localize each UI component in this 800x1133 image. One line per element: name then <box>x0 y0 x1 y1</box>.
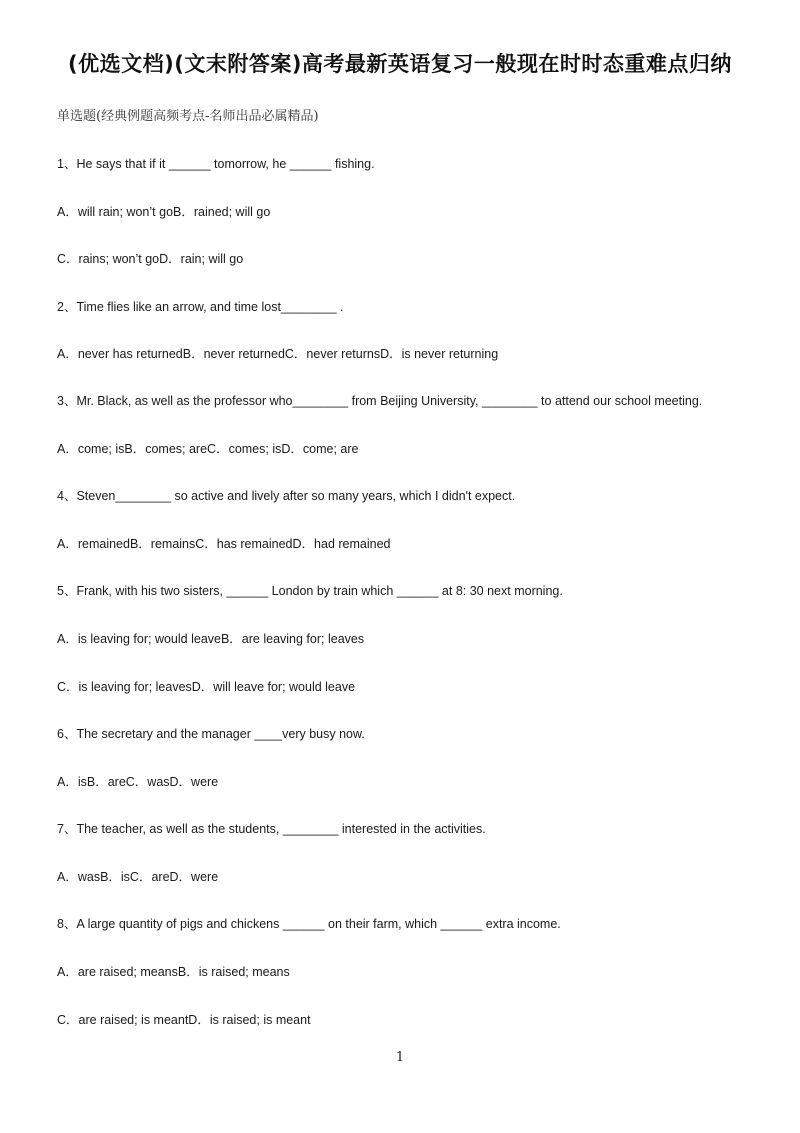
question-3-options: A．come; isB．comes; areC．comes; isD．come; are <box>57 442 359 456</box>
question-3: 3、Mr. Black, as well as the professor who________ from Beijing University, ________ to attend our school meeting. <box>57 394 703 408</box>
question-5-options-ab: A．is leaving for; would leaveB．are leaving for; leaves <box>57 632 365 646</box>
question-1-options-cd: C．rains; won’t goD．rain; will go <box>57 252 244 266</box>
question-7: 7、The teacher, as well as the students, ________ interested in the activities. <box>57 822 486 836</box>
question-1: 1、He says that if it ______ tomorrow, he ______ fishing. <box>57 157 375 171</box>
question-8: 8、A large quantity of pigs and chickens ______ on their farm, which ______ extra income. <box>57 917 561 931</box>
question-4-options: A．remainedB．remainsC．has remainedD．had remained <box>57 537 391 551</box>
question-4: 4、Steven________ so active and lively after so many years, which I didn't expect. <box>57 489 516 503</box>
question-6: 6、The secretary and the manager ____very busy now. <box>57 727 365 741</box>
question-8-options-ab: A．are raised; meansB．is raised; means <box>57 965 290 979</box>
question-2-options: A．never has returnedB．never returnedC．never returnsD．is never returning <box>57 347 499 361</box>
question-2: 2、Time flies like an arrow, and time lost________ . <box>57 300 344 314</box>
question-1-options-ab: A．will rain; won’t goB．rained; will go <box>57 205 271 219</box>
question-6-options: A．isB．areC．wasD．were <box>57 775 219 789</box>
page-number: 1 <box>395 1050 405 1065</box>
question-5-options-cd: C．is leaving for; leavesD．will leave for; would leave <box>57 680 356 694</box>
document-title: (优选文档)(文末附答案)高考最新英语复习一般现在时时态重难点归纳 <box>68 52 732 76</box>
question-7-options: A．wasB．isC．areD．were <box>57 870 219 884</box>
section-label: 单选题(经典例题高频考点-名师出品必属精品) <box>57 109 319 124</box>
question-5: 5、Frank, with his two sisters, ______ London by train which ______ at 8: 30 next morning. <box>57 584 563 598</box>
question-8-options-cd: C．are raised; is meantD．is raised; is meant <box>57 1013 311 1027</box>
